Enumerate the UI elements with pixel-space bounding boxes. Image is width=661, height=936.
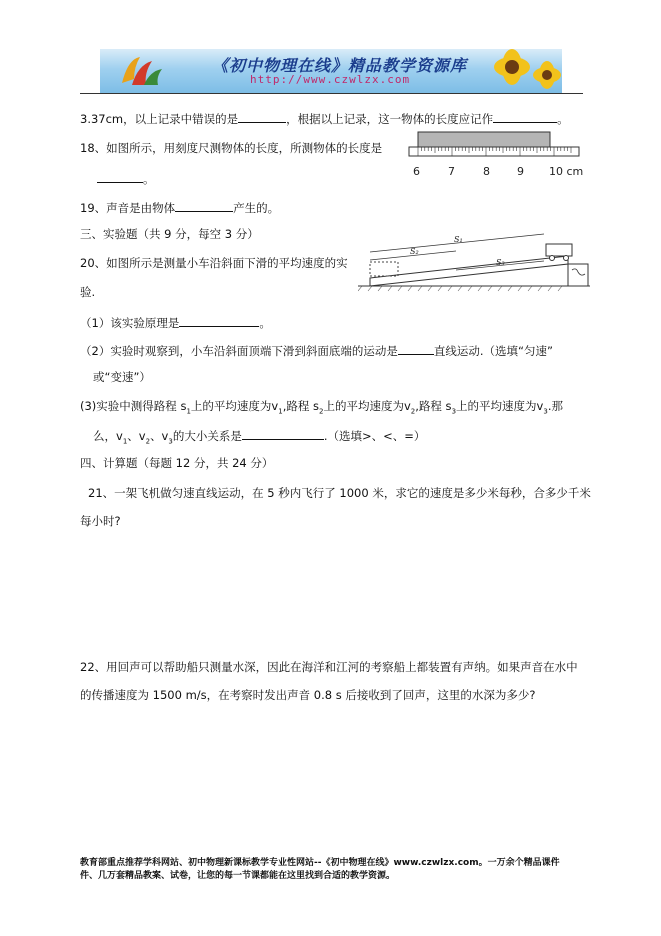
car-start-outline <box>370 262 398 276</box>
cart <box>546 244 572 256</box>
q19 <box>80 199 279 215</box>
q18-line1: 18、如图所示，用刻度尺测物体的长度，所测物体的长度是 <box>80 141 383 155</box>
q20-1-blank[interactable] <box>179 314 259 327</box>
incline-board <box>370 256 568 286</box>
q20-2-line2: 或“变速”） <box>93 370 151 384</box>
sunflower-icon <box>452 49 562 93</box>
header-divider <box>80 93 583 94</box>
q19-blank[interactable] <box>175 199 233 212</box>
q20-line2: 验. <box>80 285 96 299</box>
banner-url[interactable]: http://www.czwlzx.com <box>250 73 411 86</box>
q22-line1: 22、用回声可以帮助船只测量水深，因此在海洋和江河的考察船上都装置有声纳。如果声音在水中 <box>80 660 578 674</box>
q20-2-text-b: 直线运动.（选填“匀速” <box>433 344 553 358</box>
ruler-tick-label: 7 <box>448 165 455 178</box>
q20-line1: 20、如图所示是测量小车沿斜面下滑的平均速度的实 <box>80 256 348 270</box>
q20-2-text-a: （2）实验时观察到，小车沿斜面顶端下滑到斜面底端的运动是 <box>80 344 398 358</box>
header-banner <box>100 49 562 93</box>
q20-3-line2: 么，$v_1$、$v_2$、$v_3$的大小关系是 .（选填>、<、=） <box>93 429 426 446</box>
q20-1 <box>80 314 271 330</box>
q18-line2 <box>97 170 155 186</box>
q20-2-line1 <box>80 342 553 358</box>
q17-text-a: 3.37cm，以上记录中错误的是 <box>80 112 239 126</box>
q17-blank-2[interactable] <box>493 110 557 123</box>
q20-3-blank[interactable] <box>242 427 324 440</box>
q21-line2: 每小时? <box>80 514 121 528</box>
ruler-tick-label: 6 <box>413 165 420 178</box>
footer-line2: 件、几万套精品教案、试卷，让您的每一节课都能在这里找到合适的教学资源。 <box>80 871 396 881</box>
section3-heading: 三、实验题（共 9 分，每空 3 分） <box>80 227 259 241</box>
q21-line1: 21、一架飞机做匀速直线运动，在 5 秒内飞行了 1000 米，求它的速度是多少米每秒，合多少千米 <box>88 486 591 500</box>
q18-blank[interactable] <box>97 170 143 183</box>
banner-title: 《初中物理在线》精品教学资源库 <box>212 56 468 75</box>
q17-blank-1[interactable] <box>238 110 286 123</box>
q20-1-text-a: （1）该实验原理是 <box>80 316 180 330</box>
ruler-tick-label: 9 <box>517 165 524 178</box>
ruler-tick-label: 8 <box>483 165 490 178</box>
q22-line2: 的传播速度为 1500 m/s，在考察时发出声音 0.8 s 后接收到了回声，这里的水深为多少? <box>80 688 536 702</box>
incline-figure <box>358 232 590 294</box>
q17-tail <box>80 110 569 126</box>
ruler-figure <box>403 130 583 182</box>
ruler-body <box>409 147 579 156</box>
q19-text-a: 19、声音是由物体 <box>80 201 176 215</box>
end-block <box>568 264 588 286</box>
footer-line1: 教育部重点推荐学科网站、初中物理新课标教学专业性网站--《初中物理在线》www.czwlzx.com。一万余个精品课件 <box>80 858 560 868</box>
q20-3-line1: (3)实验中测得路程 $s_1$上的平均速度为$v_1$,路程 $s_2$上的平均速度为$v_2$,路程 $s_3$上的平均速度为$v_3$.那 <box>80 399 563 416</box>
q20-2-blank[interactable] <box>398 342 434 355</box>
section4-heading: 四、计算题（每题 12 分，共 24 分） <box>80 456 274 470</box>
ruler-tick-label: 10 cm <box>549 165 583 178</box>
q20-1-text-b: 。 <box>259 316 271 330</box>
site-logo-icon <box>118 53 164 89</box>
q17-text-c: 。 <box>557 112 569 126</box>
measured-object <box>418 132 550 147</box>
label-s3: S₃ <box>496 258 505 267</box>
label-s1: S₁ <box>454 235 463 244</box>
q17-text-b: ，根据以上记录，这一物体的长度应记作 <box>286 112 494 126</box>
q19-text-b: 产生的。 <box>233 201 280 215</box>
q18-text-b: 。 <box>143 172 155 186</box>
label-s2: S₂ <box>410 247 419 256</box>
